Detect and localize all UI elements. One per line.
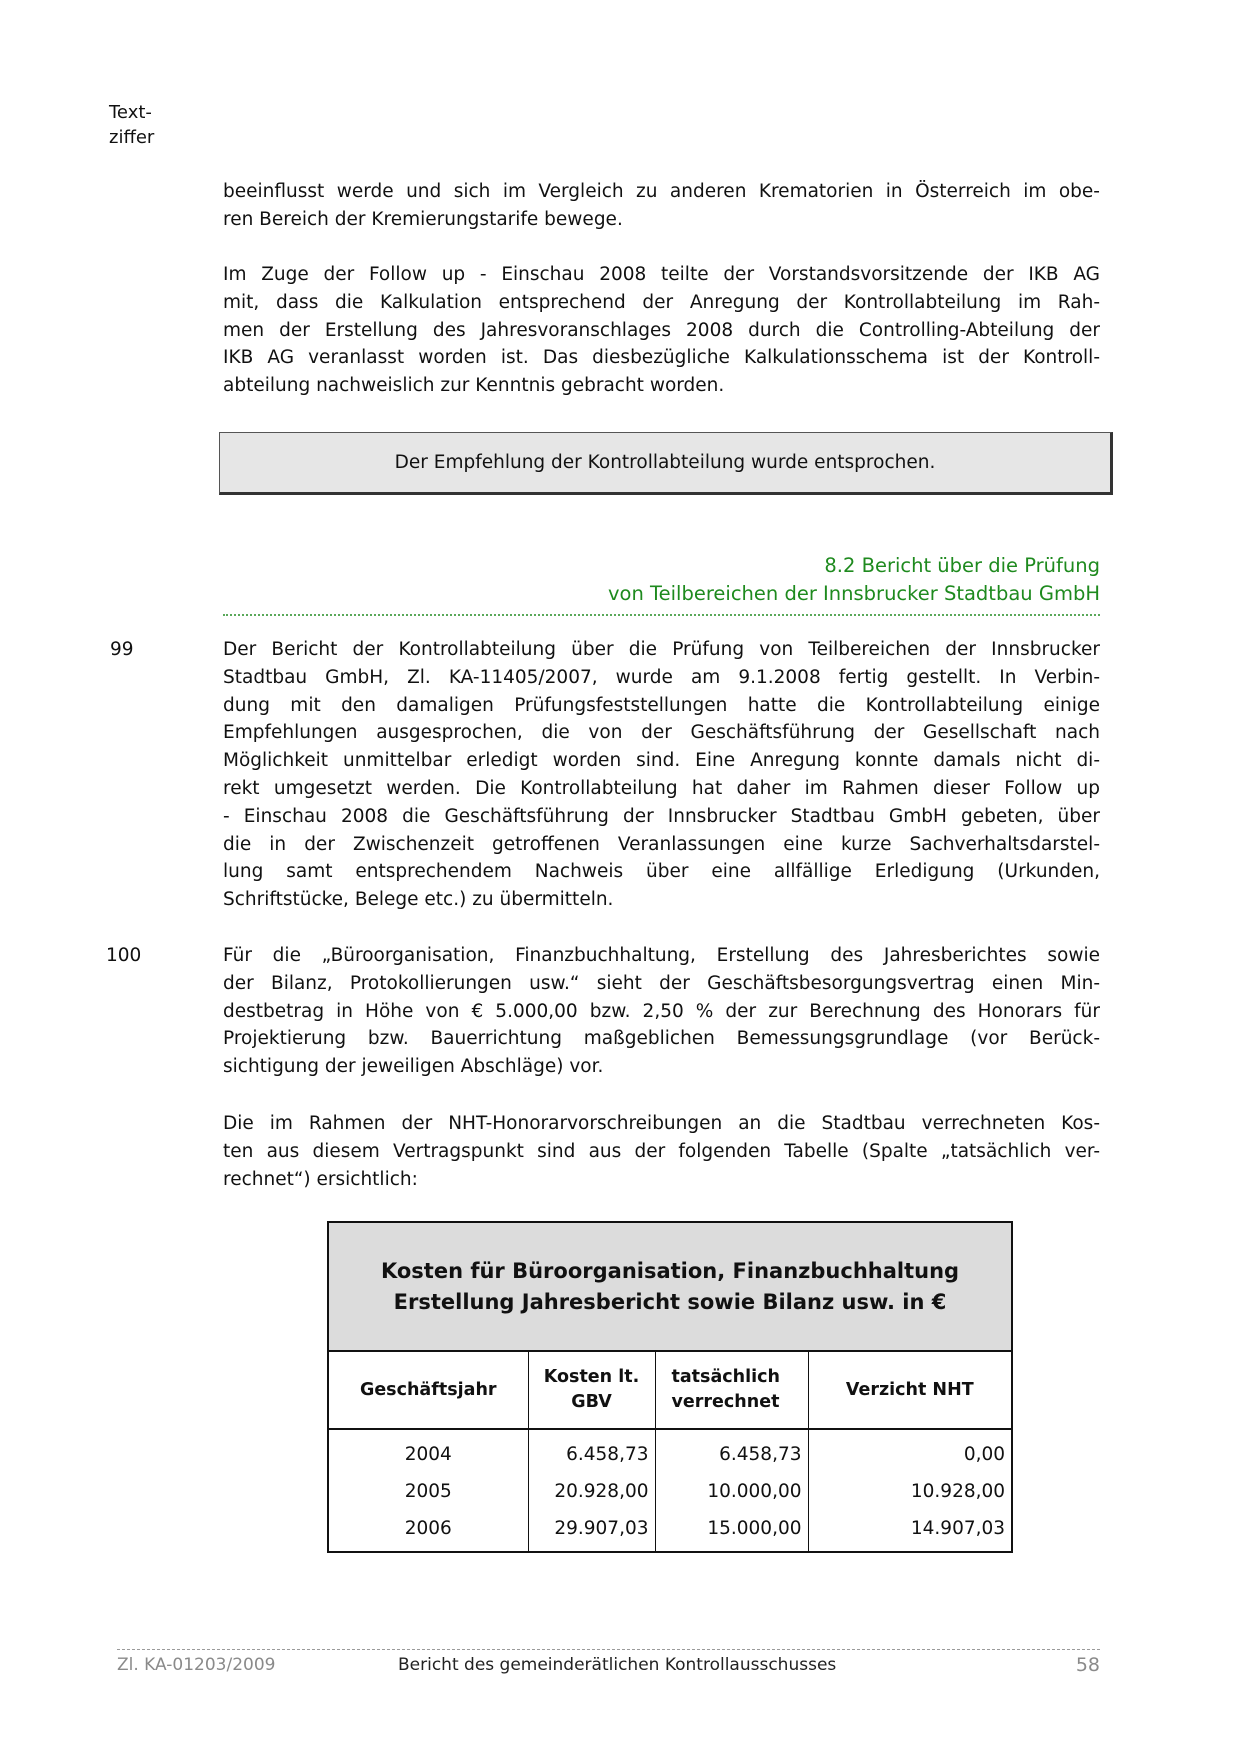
paragraph-100b bbox=[223, 1110, 1100, 1193]
recommendation-callout bbox=[219, 432, 1113, 495]
table-cell: 2004 bbox=[328, 1429, 528, 1473]
page-number: 58 bbox=[1075, 1654, 1100, 1676]
paragraph-line: mit, dass die Kalkulation entsprechend der Anregung der Kontrollabteilung im Rah- bbox=[223, 291, 1100, 313]
paragraph-line: Projektierung bzw. Bauerrichtung maßgeblichen Bemessungsgrundlage (vor Berück- bbox=[223, 1028, 1100, 1050]
table-row bbox=[328, 1429, 1012, 1473]
table-title-line: Erstellung Jahresbericht sowie Bilanz usw. in € bbox=[393, 1289, 947, 1314]
paragraph-line: lung samt entsprechendem Nachweis über eine allfällige Erledigung (Urkunden, bbox=[223, 861, 1100, 883]
paragraph-line: - Einschau 2008 die Geschäftsführung der Innsbrucker Stadtbau GmbH gebeten, über bbox=[223, 805, 1100, 827]
paragraph-line: abteilung nachweislich zur Kenntnis gebracht worden. bbox=[223, 375, 725, 397]
paragraph-line: Schriftstücke, Belege etc.) zu übermitteln. bbox=[223, 889, 614, 911]
paragraph-line: Die im Rahmen der NHT-Honorarvorschreibungen an die Stadtbau verrechneten Kos- bbox=[223, 1113, 1100, 1134]
table-row bbox=[328, 1473, 1012, 1510]
paragraph-line: ten aus diesem Vertragspunkt sind aus der folgenden Tabelle (Spalte „tatsächlich ver- bbox=[223, 1140, 1100, 1162]
footer-reference: Zl. KA-01203/2009 bbox=[117, 1655, 276, 1675]
table-cell: 29.907,03 bbox=[528, 1510, 655, 1552]
paragraph-line: Im Zuge der Follow up - Einschau 2008 teilte der Vorstandsvorsitzende der IKB AG bbox=[223, 264, 1100, 285]
column-header-cost-gbv: Kosten lt. GBV bbox=[528, 1351, 655, 1429]
footer-title: Bericht des gemeinderätlichen Kontrollausschusses bbox=[398, 1655, 837, 1675]
paragraph-line: IKB AG veranlasst worden ist. Das diesbezügliche Kalkulationsschema ist der Kontroll- bbox=[223, 347, 1100, 369]
table-cell: 10.928,00 bbox=[808, 1473, 1012, 1510]
table-header-row bbox=[328, 1351, 1012, 1429]
paragraph-line: dung mit den damaligen Prüfungsfeststellungen hatte die Kontrollabteilung einige bbox=[223, 694, 1100, 716]
margin-label bbox=[109, 100, 154, 150]
paragraph-line: sichtigung der jeweiligen Abschläge) vor. bbox=[223, 1056, 604, 1078]
table-row bbox=[328, 1510, 1012, 1552]
callout-text: Der Empfehlung der Kontrollabteilung wurde entsprochen. bbox=[394, 452, 936, 473]
column-header-charged: tatsächlich verrechnet bbox=[655, 1351, 808, 1429]
paragraph-line: destbetrag in Höhe von € 5.000,00 bzw. 2,50 % der zur Berechnung des Honorars für bbox=[223, 1000, 1100, 1022]
table-cell: 2006 bbox=[328, 1510, 528, 1552]
table-title-line: Kosten für Büroorganisation, Finanzbuchhaltung bbox=[380, 1258, 960, 1283]
footer-divider bbox=[117, 1649, 1100, 1650]
paragraph-line: ren Bereich der Kremierungstarife bewege. bbox=[223, 208, 623, 230]
table-cell: 20.928,00 bbox=[528, 1473, 655, 1510]
paragraph-line: rekt umgesetzt werden. Die Kontrollabteilung hat daher im Rahmen dieser Follow up bbox=[223, 777, 1100, 799]
margin-label-line: ziffer bbox=[109, 127, 155, 148]
table-cell: 15.000,00 bbox=[655, 1510, 808, 1552]
table-cell: 6.458,73 bbox=[655, 1429, 808, 1473]
table-cell: 0,00 bbox=[808, 1429, 1012, 1473]
paragraph-line: rechnet“) ersichtlich: bbox=[223, 1168, 418, 1190]
paragraph-line: Möglichkeit unmittelbar erledigt worden sind. Eine Anregung konnte damals nicht di- bbox=[223, 750, 1100, 772]
section-divider bbox=[223, 614, 1100, 616]
paragraph-line: die in der Zwischenzeit getroffenen Veranlassungen eine kurze Sachverhaltsdarstel- bbox=[223, 833, 1100, 855]
column-header-waiver: Verzicht NHT bbox=[808, 1351, 1012, 1429]
table-cell: 2005 bbox=[328, 1473, 528, 1510]
table-cell: 10.000,00 bbox=[655, 1473, 808, 1510]
cost-table bbox=[327, 1221, 1013, 1553]
paragraph-line: men der Erstellung des Jahresvoranschlages 2008 durch die Controlling-Abteilung der bbox=[223, 319, 1100, 341]
paragraph-line: der Bilanz, Protokollierungen usw.“ sieht der Geschäftsbesorgungsvertrag einen Min- bbox=[223, 972, 1100, 994]
paragraph-99 bbox=[223, 636, 1100, 914]
paragraph-line: beeinflusst werde und sich im Vergleich zu anderen Krematorien in Österreich im obe- bbox=[223, 181, 1100, 202]
paragraph-line: Für die „Büroorganisation, Finanzbuchhaltung, Erstellung des Jahresberichtes sowie bbox=[223, 945, 1100, 966]
column-header-year: Geschäftsjahr bbox=[328, 1351, 528, 1429]
table-cell: 14.907,03 bbox=[808, 1510, 1012, 1552]
section-heading-line: von Teilbereichen der Innsbrucker Stadtbau GmbH bbox=[607, 582, 1100, 605]
text-number-100: 100 bbox=[106, 945, 142, 966]
paragraph-100 bbox=[223, 942, 1100, 1081]
table-title bbox=[328, 1222, 1012, 1351]
paragraph-line: Der Bericht der Kontrollabteilung über die Prüfung von Teilbereichen der Innsbrucker bbox=[223, 639, 1100, 660]
paragraph-line: Empfehlungen ausgesprochen, die von der Geschäftsführung der Gesellschaft nach bbox=[223, 722, 1100, 744]
section-heading bbox=[223, 552, 1100, 608]
margin-label-line: Text- bbox=[109, 102, 152, 123]
table-cell: 6.458,73 bbox=[528, 1429, 655, 1473]
paragraph-intro bbox=[223, 178, 1100, 234]
section-heading-line: 8.2 Bericht über die Prüfung bbox=[824, 554, 1100, 577]
text-number-99: 99 bbox=[110, 639, 134, 660]
paragraph-line: Stadtbau GmbH, Zl. KA-11405/2007, wurde am 9.1.2008 fertig gestellt. In Verbin- bbox=[223, 666, 1100, 688]
paragraph-followup bbox=[223, 261, 1100, 400]
